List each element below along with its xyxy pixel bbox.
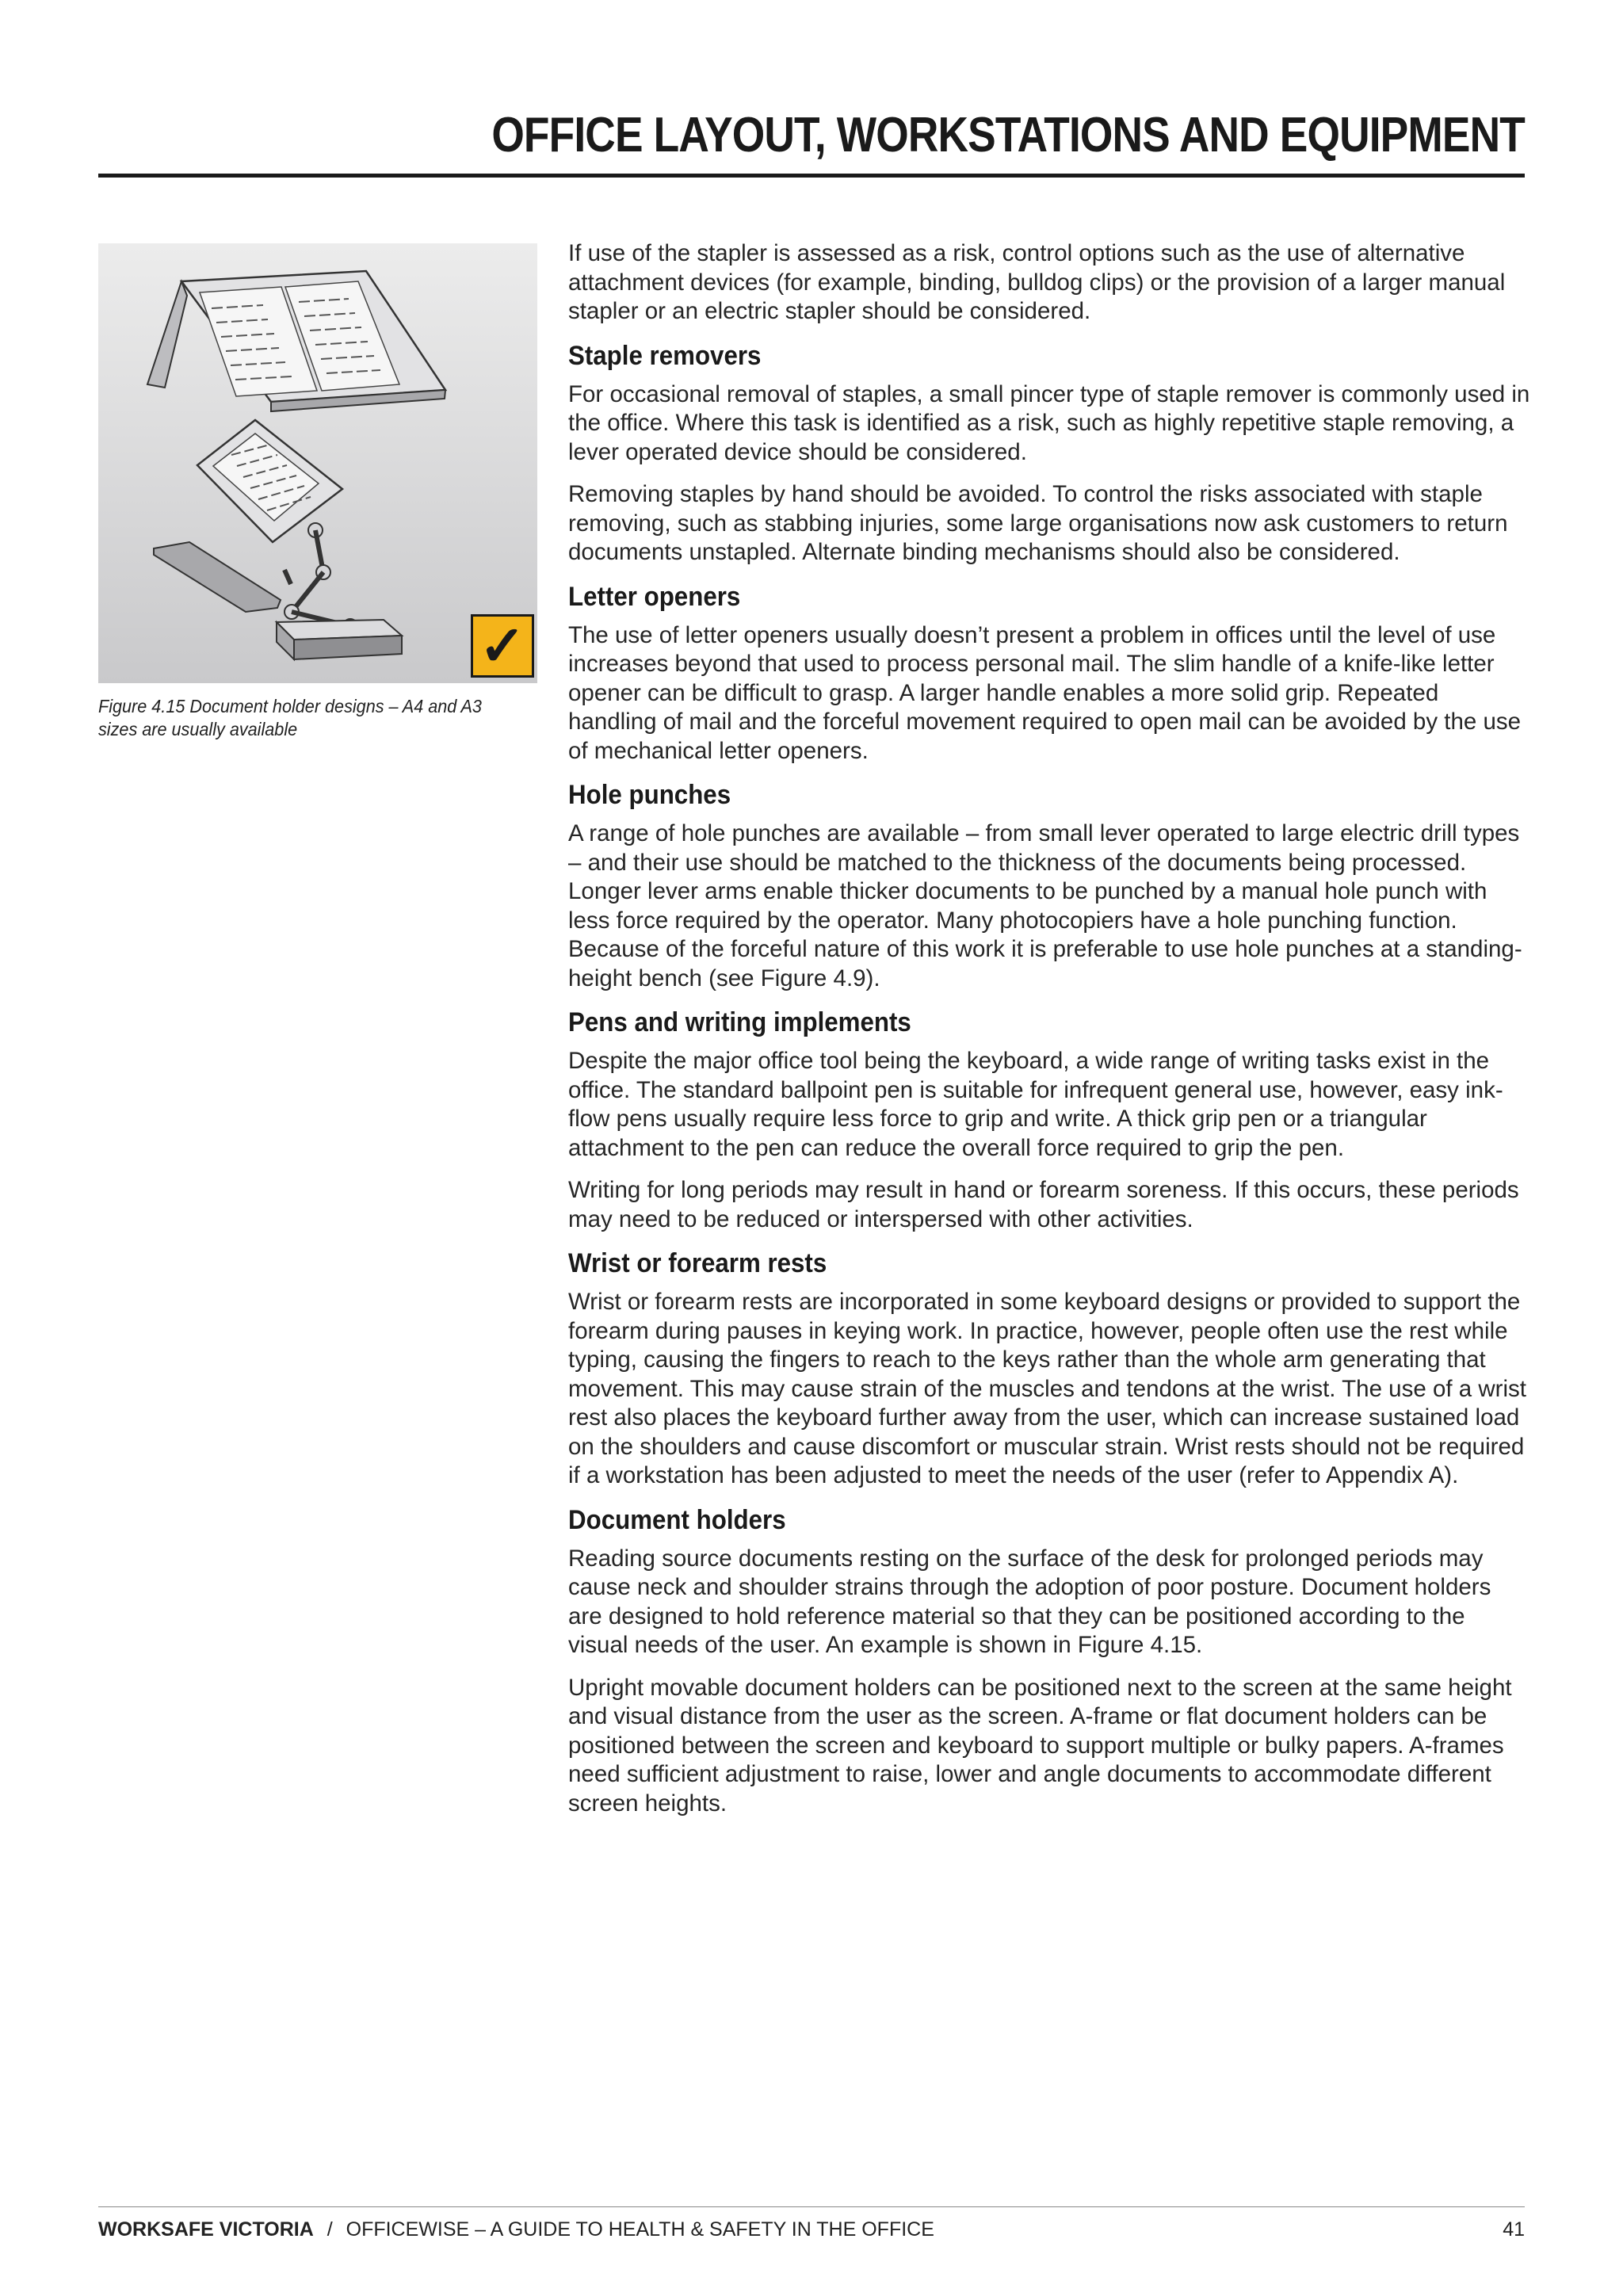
paragraph: For occasional removal of staples, a small pincer type of staple remover is commonly used in the office. Where this task is identified as a risk, such as highly repetitive staple removing, a lever operated device should be considered. [568, 380, 1530, 465]
footer-publication: OFFICEWISE – A GUIDE TO HEALTH & SAFETY IN THE OFFICE [346, 2218, 934, 2241]
paragraph: Upright movable document holders can be positioned next to the screen at the same height and visual distance from the user as the screen. A-frame or flat document holders can be positioned between the screen and keyboard to support multiple or bulky papers. A-frames need sufficient adjustment to raise, lower and angle documents to accommodate different screen heights. [568, 1674, 1512, 1817]
section-heading: Wrist or forearm rests [568, 1248, 827, 1278]
footer-rule [98, 2206, 1525, 2207]
section-heading: Hole punches [568, 780, 731, 810]
check-icon: ✓ [471, 614, 534, 678]
section-heading: Staple removers [568, 340, 762, 371]
footer-separator: / [327, 2218, 333, 2241]
footer-org: WORKSAFE VICTORIA [98, 2218, 314, 2241]
figure-caption: Figure 4.15 Document holder designs – A4 and A3 sizes are usually available [98, 696, 482, 739]
paragraph: Writing for long periods may result in hand or forearm soreness. If this occurs, these periods may need to be reduced or interspersed with other activities. [568, 1177, 1519, 1232]
section-heading: Letter openers [568, 581, 741, 612]
paragraph: Wrist or forearm rests are incorporated in some keyboard designs or provided to support the forearm during pauses in keying work. In practice, however, people often use the rest while typing, causing the fingers to reach to the keys rather than the whole arm generating that movement. This may cause strain of the muscles and tendons at the wrist. The use of a wrist rest also places the keyboard further away from the user, which can increase sustained load on the shoulders and cause discomfort or muscular strain. Wrist rests should not be required if a workstation has been adjusted to meet the needs of the user (refer to Appendix A). [568, 1289, 1526, 1488]
intro-paragraph: If use of the stapler is assessed as a risk, control options such as the use of alternative attachment devices (for example, binding, bulldog clips) or the provision of a larger manual stapler or an electric stapler should be considered. [568, 240, 1506, 324]
main-text [568, 239, 1531, 1832]
footer [98, 2217, 1525, 2242]
paragraph: Despite the major office tool being the keyboard, a wide range of writing tasks exist in the office. The standard ballpoint pen is suitable for infrequent general use, however, easy ink-flow pens usually require less force to grip and write. A thick grip pen or a triangular attachment to the pen can reduce the overall force required to grip the pen. [568, 1048, 1503, 1161]
title-rule [98, 174, 1525, 178]
paragraph: A range of hole punches are available – from small lever operated to large electric drill types – and their use should be matched to the thickness of the documents being processed. Longer lever arms enable thicker documents to be punched by a manual hole punch with less force required by the operator. Many photocopiers have a hole punching function. Because of the forceful nature of this work it is preferable to use hole punches at a standing-height bench (see Figure 4.9). [568, 820, 1522, 991]
section-heading: Pens and writing implements [568, 1007, 911, 1037]
page-title: OFFICE LAYOUT, WORKSTATIONS AND EQUIPMENT [491, 108, 1526, 162]
section-heading: Document holders [568, 1504, 786, 1535]
paragraph: The use of letter openers usually doesn’t present a problem in offices until the level of use increases beyond that used to process personal mail. The slim handle of a knife-like letter opener can be difficult to grasp. A larger handle enables a more solid grip. Repeated handling of mail and the forceful movement required to open mail can be avoided by the use of mechanical letter openers. [568, 621, 1522, 764]
paragraph: Reading source documents resting on the surface of the desk for prolonged periods may cause neck and shoulder strains through the adoption of poor posture. Document holders are designed to hold reference material so that they can be positioned according to the visual needs of the user. An example is shown in Figure 4.15. [568, 1545, 1491, 1658]
paragraph: Removing staples by hand should be avoided. To control the risks associated with staple removing, such as stabbing injuries, some large organisations now ask customers to return documents unstapled. Alternate binding mechanisms should also be considered. [568, 481, 1508, 565]
page-number: 41 [1503, 2218, 1525, 2241]
